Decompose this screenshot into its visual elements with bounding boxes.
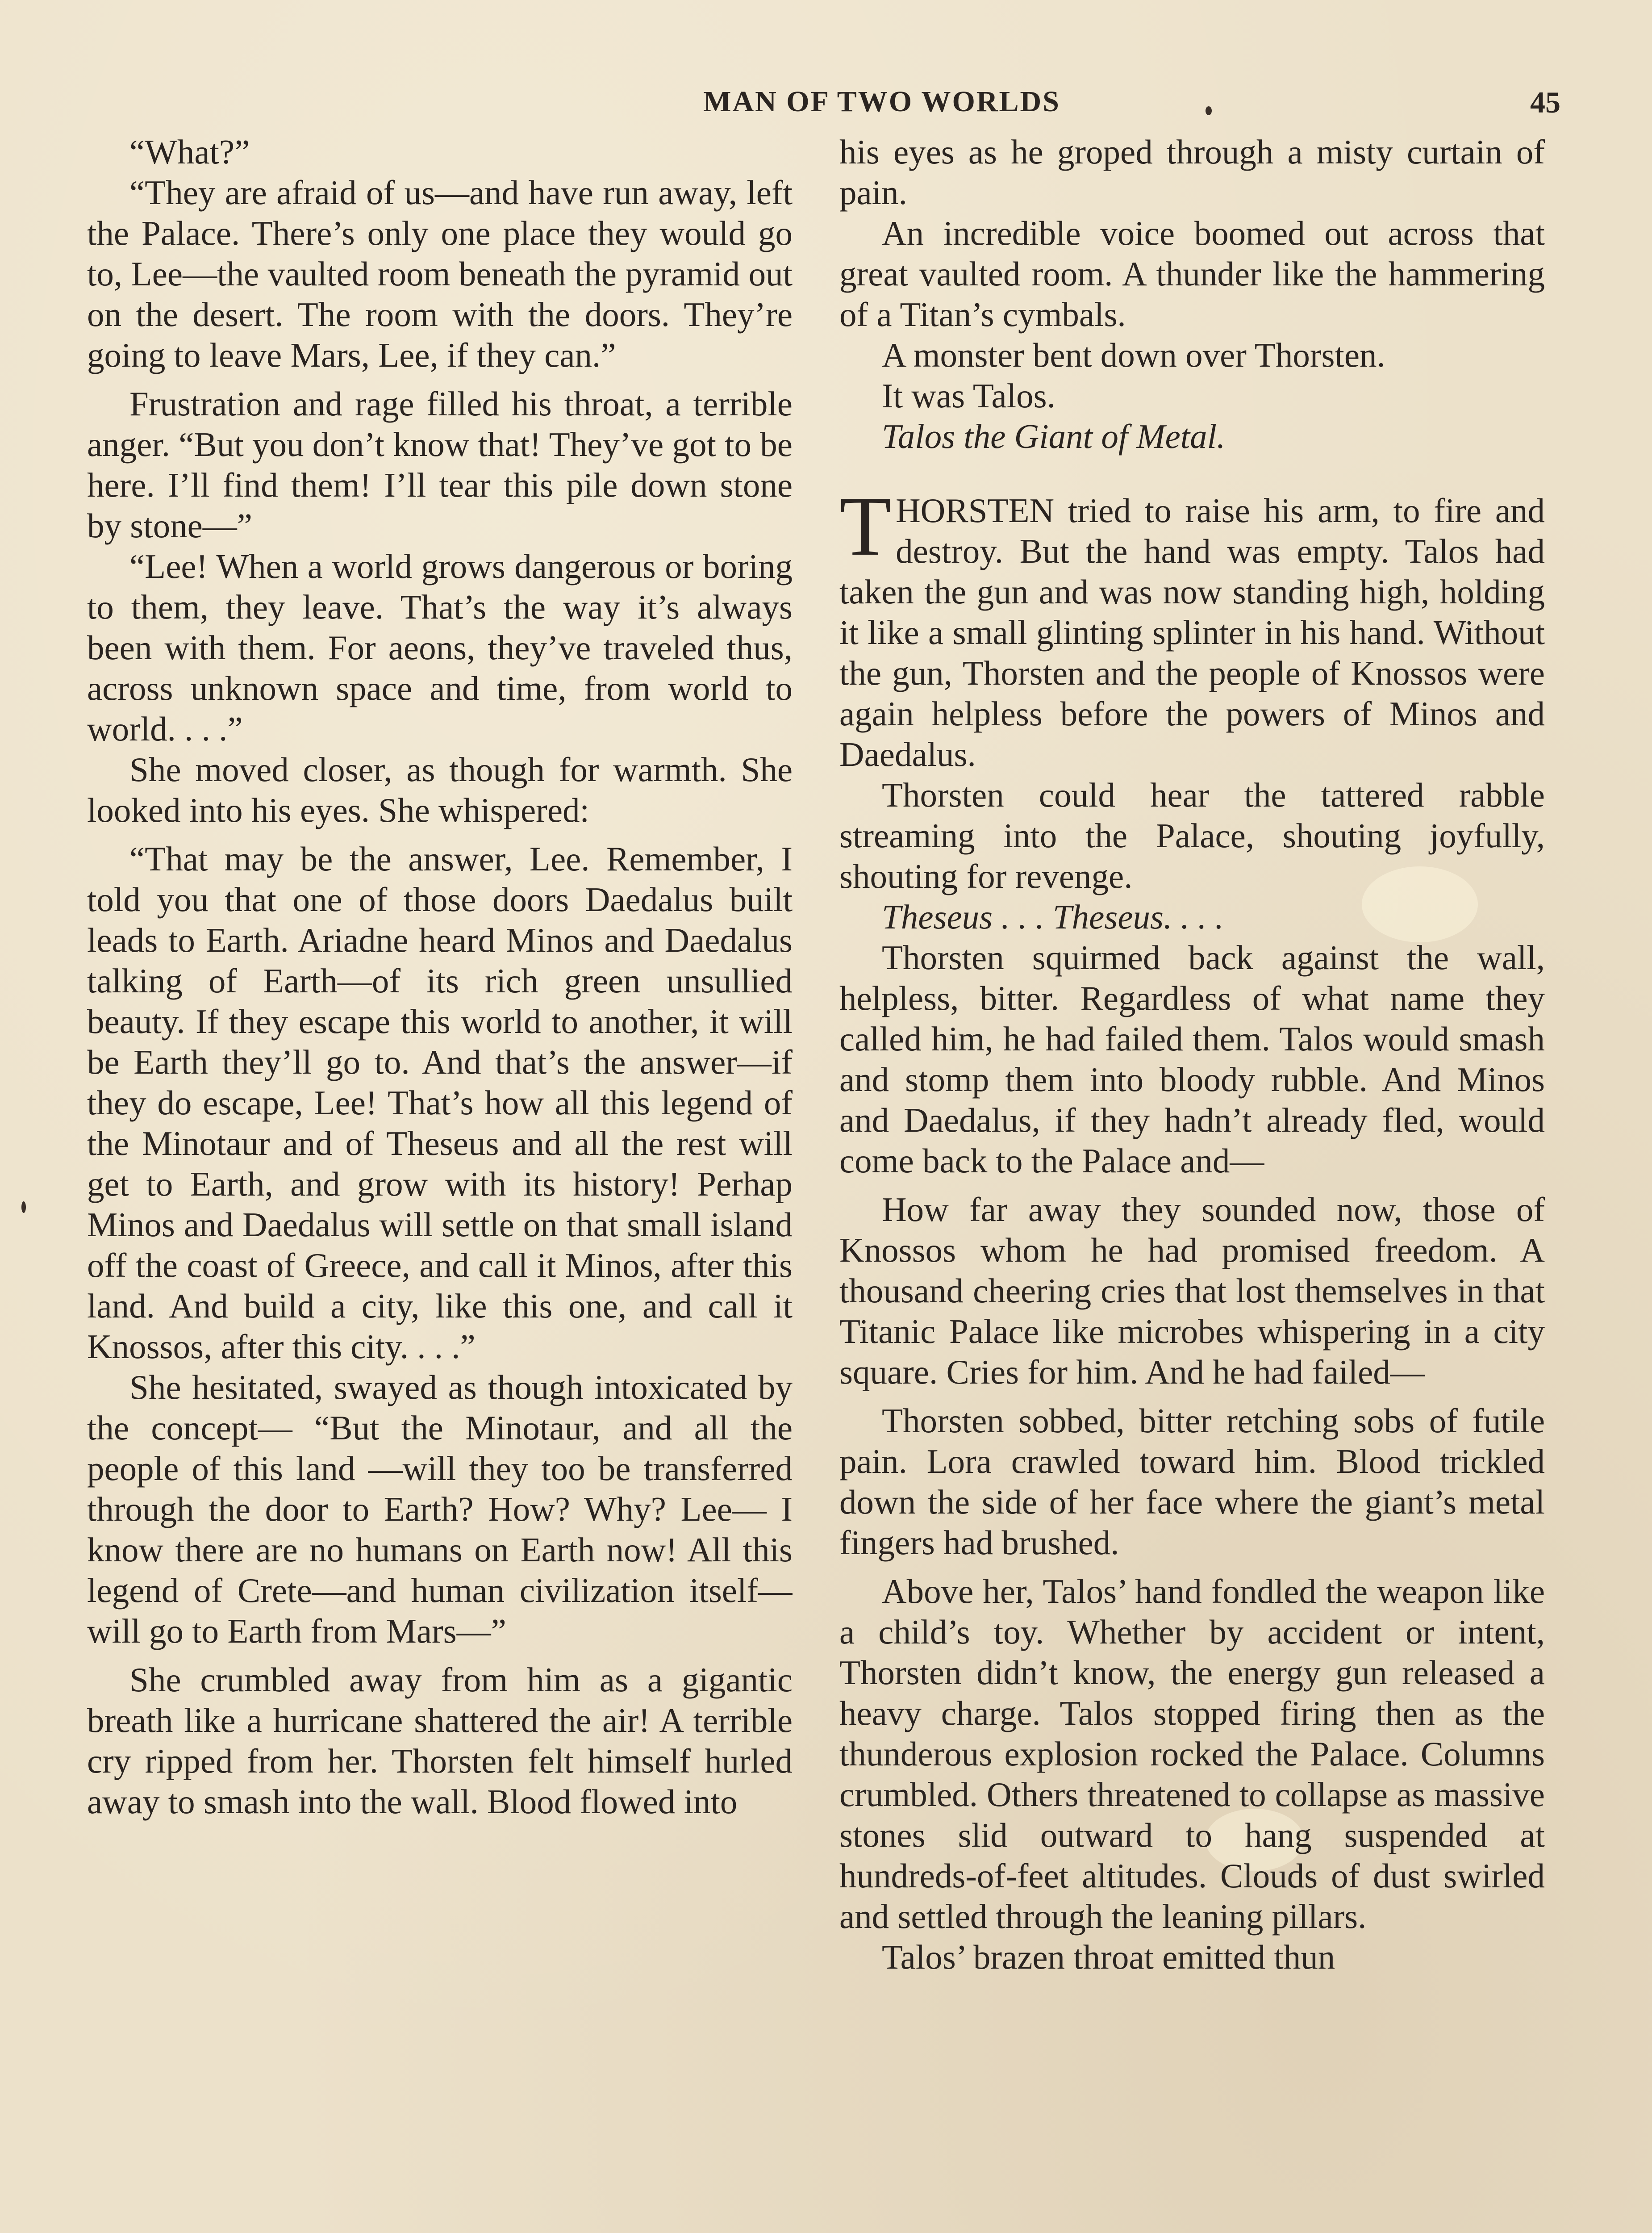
paragraph: Talos’ brazen throat emitted thun [882, 1938, 1335, 1976]
right-column [839, 132, 1545, 2233]
page-header [87, 85, 1560, 134]
paragraph: Frustration and rage filled his throat, a terrible anger. “But you don’t know that! They’ve got to be here. I’ll find them! I’ll tear this pile down stone by stone—” [87, 385, 793, 545]
paragraph: A monster bent down over Thorsten. [882, 336, 1385, 374]
paragraph: Thorsten squirmed back against the wall, helpless, bitter. Regardless of what name they called him, he had failed them. Talos would smash and stomp them into bloody rubble. And Minos and Daedalus, if they hadn’t already fled, would come back to the Palace and— [839, 938, 1545, 1180]
left-column [87, 132, 793, 2233]
running-title: MAN OF TWO WORLDS [703, 85, 1060, 118]
paragraph: She crumbled away from him as a gigantic breath like a hurricane shattered the air! A terrible cry ripped from her. Thorsten felt himself hurled away to smash into the wall. Blood flowed into [87, 1660, 793, 1821]
paragraph: Thorsten could hear the tattered rabble streaming into the Palace, shouting joyfully, shouting for revenge. [839, 776, 1545, 895]
paragraph: “Lee! When a world grows dangerous or boring to them, they leave. That’s the way it’s always been with them. For aeons, they’ve traveled thus, across unknown space and time, from world to world. . . .” [87, 547, 793, 748]
paragraph: It was Talos. [882, 376, 1055, 415]
ink-speck [21, 1201, 26, 1213]
paragraph-text: HORSTEN tried to raise his arm, to fire and destroy. But the hand was empty. Talos had taken the gun and was now standing high, holding it like a small glinting splinter in his hand. Without the gun, Thorsten and the people of Knossos were again helpless before the powers of Minos and Daedalus. [839, 491, 1545, 774]
paragraph: How far away they sounded now, those of Knossos whom he had promised freedom. A thousand cheering cries that lost themselves in that Titanic Palace like microbes whispering in a city square. Cries for him. And he had failed— [839, 1190, 1545, 1391]
paragraph: his eyes as he groped through a misty curtain of pain. [839, 133, 1545, 212]
page-number: 45 [1530, 85, 1560, 119]
paragraph: “What?” [129, 133, 250, 171]
paragraph: Thorsten sobbed, bitter retching sobs of futile pain. Lora crawled toward him. Blood trickled down the side of her face where the giant’s metal fingers had brushed. [839, 1401, 1545, 1562]
section-opening-paragraph [839, 480, 1545, 775]
paragraph: Talos the Giant of Metal. [882, 417, 1226, 456]
paragraph: She moved closer, as though for warmth. She looked into his eyes. She whispered: [87, 750, 793, 829]
paragraph: An incredible voice boomed out across that great vaulted room. A thunder like the hammering of a Titan’s cymbals. [839, 214, 1545, 334]
paragraph: Above her, Talos’ hand fondled the weapon like a child’s toy. Whether by accident or intent, Thorsten didn’t know, the energy gun released a heavy charge. Talos stopped firing then as the thunderous explosion rocked the Palace. Columns crumbled. Others threatened to collapse as massive stones slid outward to hang suspended at hundreds-of-feet altitudes. Clouds of dust swirled and settled through the leaning pillars. [839, 1572, 1545, 1936]
paragraph: She hesitated, swayed as though intoxicated by the concept— “But the Minotaur, and all the people of this land —will they too be transferred through the door to Earth? How? Why? Lee— I know there are no humans on Earth now! All this legend of Crete—and human civilization itself—will go to Earth from Mars—” [87, 1368, 793, 1650]
paragraph: “That may be the answer, Lee. Remember, I told you that one of those doors Daedalus built leads to Earth. Ariadne heard Minos and Daedalus talking of Earth—of its rich green unsullied beauty. If they escape this world to another, it will be Earth they’ll go to. And that’s the answer—if they do escape, Lee! That’s how all this legend of the Minotaur and of Theseus and all the rest will get to Earth, and grow with its history! Perhap Minos and Daedalus will settle on that small island off the coast of Greece, and call it Minos, after this land. And build a city, like this one, and call it Knossos, after this city. . . .” [87, 840, 793, 1366]
paragraph: Theseus . . . Theseus. . . . [882, 898, 1224, 936]
drop-cap: T [839, 480, 892, 573]
paragraph: “They are afraid of us—and have run away, left the Palace. There’s only one place they would go to, Lee—the vaulted room beneath the pyramid out on the desert. The room with the doors. They’re going to leave Mars, Lee, if they can.” [87, 173, 793, 374]
